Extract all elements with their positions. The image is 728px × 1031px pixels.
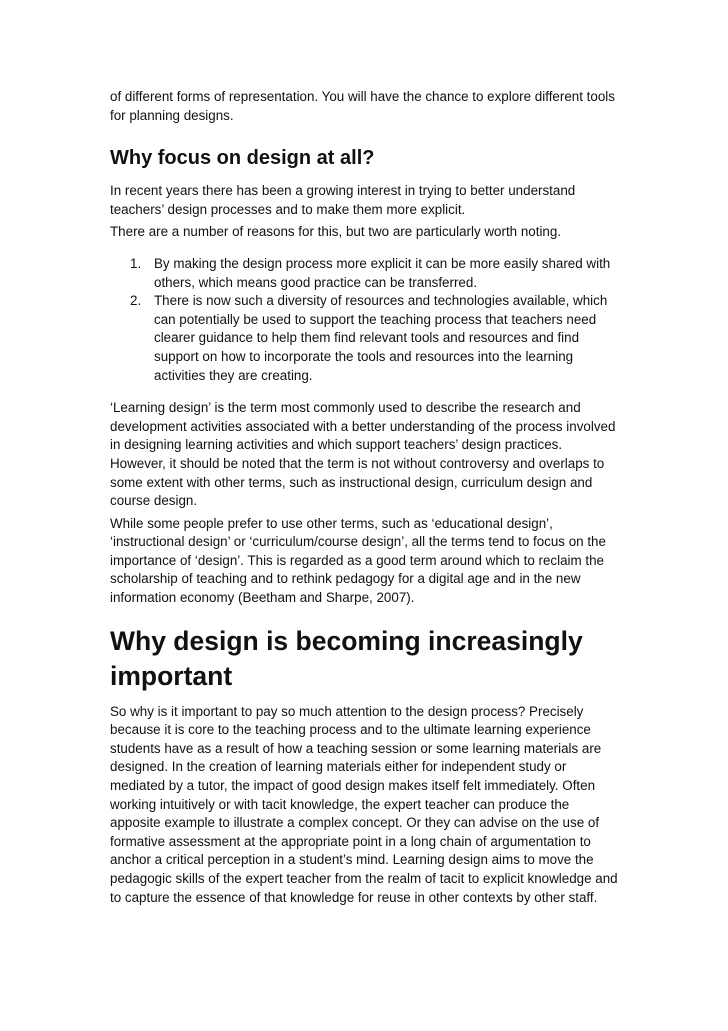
list-number: 2. [130,293,142,309]
paragraph: There are a number of reasons for this, but two are particularly worth noting. [110,224,562,240]
paragraph: In recent years there has been a growing interest in trying to better understand teachers’ design processes and to make them more explicit. [110,183,576,217]
list-item [110,292,618,385]
list-item-text: There is now such a diversity of resources and technologies available, which can potentially be used to support the teaching process that teachers need clearer guidance to help them find relevant tools and resources and find support on how to incorporate the tools and resources into the learning activities they are creating. [154,293,608,383]
document-page [110,88,618,911]
intro-paragraph: of different forms of representation. You will have the chance to explore different tools for planning designs. [110,89,615,123]
paragraph: While some people prefer to use other terms, such as ‘educational design’, ‘instructional design’ or ‘curriculum/course design’, all the terms tend to focus on the importance of ‘design’. This is regarded as a good term around which to reclaim the scholarship of teaching and to rethink pedagogy for a digital age and in the new information economy (Beetham and Sharpe, 2007). [110,515,606,606]
list-item-text: By making the design process more explicit it can be more easily shared with others, which means good practice can be transferred. [154,255,611,290]
section-heading-why-focus: Why focus on design at all? [110,147,375,170]
reasons-list [110,255,618,385]
list-number: 1. [130,255,142,271]
section-heading-why-design-important: Why design is becoming increasingly important [110,625,583,691]
paragraph: So why is it important to pay so much attention to the design process? Precisely because it is core to the teaching process and to the ultimate learning experience students have as a result of how a teaching session or some learning materials are designed. In the creation of learning materials either for independent study or mediated by a tutor, the impact of good design makes itself felt immediately. Often working intuitively or with tacit knowledge, the expert teacher can produce the apposite example to illustrate a complex concept. Or they can advise on the use of formative assessment at the appropriate point in a long chain of argumentation to anchor a critical perception in a student’s mind. Learning design aims to move the pedagogic skills of the expert teacher from the realm of tacit to explicit knowledge and to capture the essence of that knowledge for reuse in other contexts by other staff. [110,703,618,905]
paragraph: ‘Learning design’ is the term most commonly used to describe the research and development activities associated with a better understanding of the process involved in designing learning activities and which support teachers’ design practices. However, it should be noted that the term is not without controversy and overlaps to some extent with other terms, such as instructional design, curriculum design and course design. [110,400,616,509]
list-item [110,255,618,292]
